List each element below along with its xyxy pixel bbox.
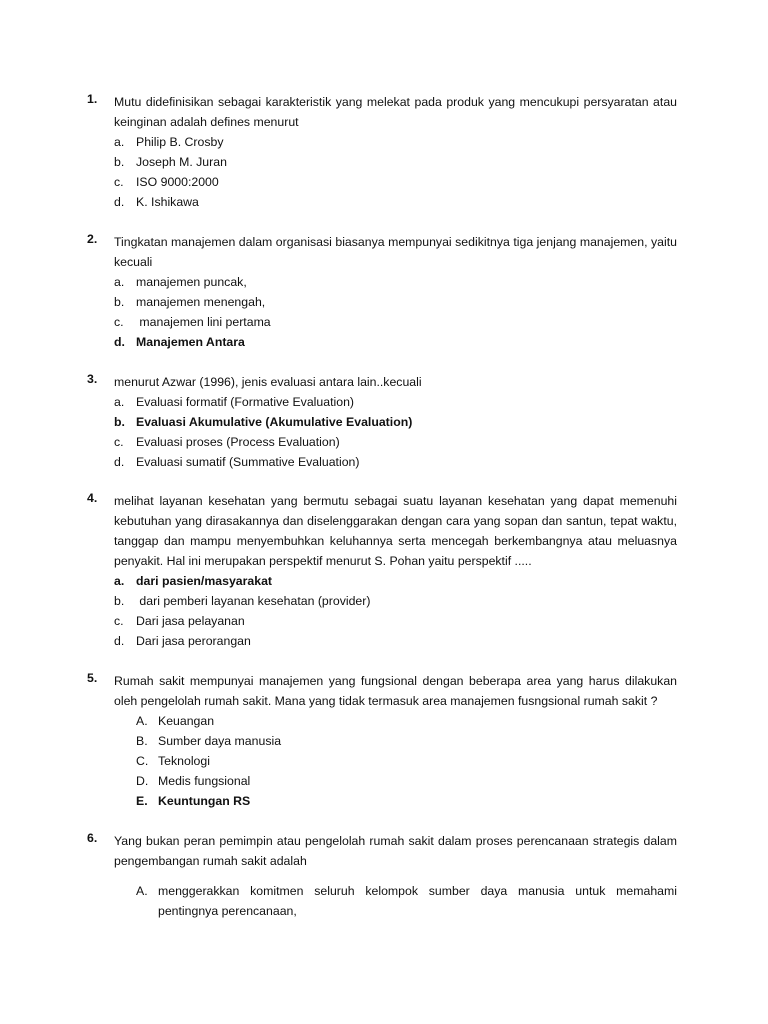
question-text: Yang bukan peran pemimpin atau pengelolah rumah sakit dalam proses perencanaan strategis dalam pengembangan rumah sakit adalah [114,834,677,868]
option-text: Philip B. Crosby [136,135,224,149]
option-text: dari pasien/masyarakat [136,574,273,588]
options-list [136,711,677,811]
question-text: Mutu didefinisikan sebagai karakteristik yang melekat pada produk yang mencukupi persyaratan atau keinginan adalah defines menurut [114,95,677,129]
option-a [114,571,677,591]
question-3 [87,372,677,472]
option-c [136,751,677,771]
option-letter: d. [114,455,125,469]
option-a [114,132,677,152]
option-letter: b. [114,594,125,608]
option-text: Evaluasi Akumulative (Akumulative Evaluation) [136,415,413,429]
question-number: 4. [87,491,98,505]
option-text: ISO 9000:2000 [136,175,219,189]
option-b [114,292,677,312]
option-letter: A. [136,884,148,898]
option-letter: a. [114,135,125,149]
options-list [114,272,677,352]
question-number: 6. [87,831,98,845]
option-a [136,711,677,731]
option-letter: a. [114,395,125,409]
options-list [136,881,677,921]
question-number: 5. [87,671,98,685]
question-number: 2. [87,232,98,246]
option-e [136,791,677,811]
question-1 [87,92,677,212]
option-text: Medis fungsional [158,774,251,788]
option-d [114,452,677,472]
options-list [114,392,677,472]
option-text: Sumber daya manusia [158,734,282,748]
option-letter: a. [114,574,125,588]
option-letter: d. [114,335,125,349]
option-d [136,771,677,791]
question-2 [87,232,677,352]
question-text: menurut Azwar (1996), jenis evaluasi antara lain..kecuali [114,375,422,389]
option-text: Dari jasa pelayanan [136,614,245,628]
option-text: menggerakkan komitmen seluruh kelompok sumber daya manusia untuk memahami pentingnya perencanaan, [158,884,677,918]
option-a [114,392,677,412]
option-text: Teknologi [158,754,210,768]
option-letter: c. [114,315,124,329]
question-text: Tingkatan manajemen dalam organisasi biasanya mempunyai sedikitnya tiga jenjang manajemen, yaitu kecuali [114,235,677,269]
option-text: manajemen puncak, [136,275,247,289]
option-text: dari pemberi layanan kesehatan (provider) [136,594,371,608]
option-c [114,172,677,192]
options-list [114,132,677,212]
option-a [114,272,677,292]
question-number: 3. [87,372,98,386]
option-text: manajemen lini pertama [136,315,271,329]
option-letter: c. [114,435,124,449]
question-4 [87,491,677,651]
option-a [136,881,677,921]
option-letter: B. [136,734,148,748]
option-letter: d. [114,634,125,648]
option-letter: C. [136,754,149,768]
option-text: K. Ishikawa [136,195,199,209]
option-c [114,432,677,452]
option-letter: c. [114,614,124,628]
option-text: Evaluasi sumatif (Summative Evaluation) [136,455,360,469]
option-letter: E. [136,794,148,808]
option-letter: D. [136,774,149,788]
question-text: melihat layanan kesehatan yang bermutu sebagai suatu layanan kesehatan yang dapat memenuhi kebutuhan yang dirasakannya dan diselenggarakan dengan cara yang sopan dan santun, tepat waktu, tanggap dan mampu menyembuhkan keluhannya serta mencegah berkembangnya atau meluasnya penyakit. Hal ini merupakan perspektif menurut S. Pohan yaitu perspektif ..... [114,494,677,568]
option-letter: b. [114,155,125,169]
option-text: Keuntungan RS [158,794,251,808]
option-letter: a. [114,275,125,289]
option-c [114,611,677,631]
option-b [114,412,677,432]
option-d [114,631,677,651]
option-d [114,192,677,212]
option-d [114,332,677,352]
option-text: Evaluasi proses (Process Evaluation) [136,435,340,449]
options-list [114,571,677,651]
option-letter: c. [114,175,124,189]
option-letter: b. [114,415,125,429]
question-number: 1. [87,92,98,106]
option-text: Keuangan [158,714,215,728]
option-text: manajemen menengah, [136,295,266,309]
option-text: Evaluasi formatif (Formative Evaluation) [136,395,355,409]
option-text: Manajemen Antara [136,335,245,349]
question-5 [87,671,677,811]
option-b [114,152,677,172]
question-6 [87,831,677,921]
option-text: Joseph M. Juran [136,155,227,169]
option-letter: b. [114,295,125,309]
question-text: Rumah sakit mempunyai manajemen yang fungsional dengan beberapa area yang harus dilakukan oleh pengelolah rumah sakit. Mana yang tidak termasuk area manajemen fusngsional rumah sakit ? [114,674,677,708]
option-b [136,731,677,751]
option-c [114,312,677,332]
option-text: Dari jasa perorangan [136,634,251,648]
option-letter: A. [136,714,148,728]
option-b [114,591,677,611]
option-letter: d. [114,195,125,209]
